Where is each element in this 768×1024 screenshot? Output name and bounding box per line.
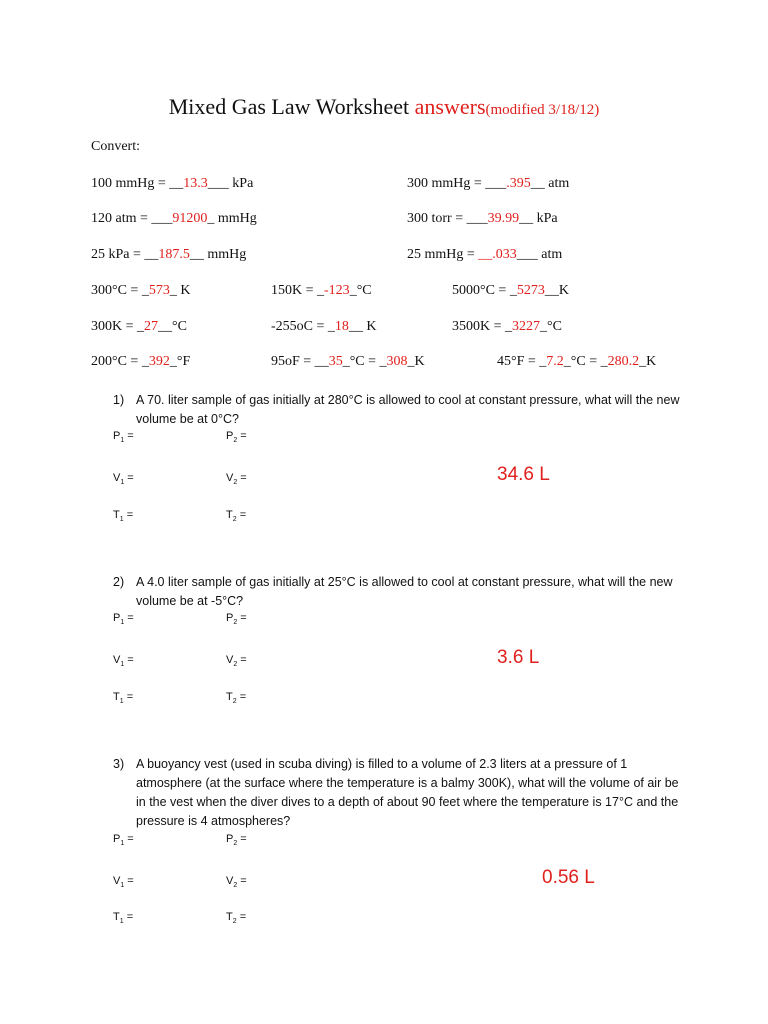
conversion-3500k: [452, 319, 562, 335]
conversion-200c: [91, 354, 190, 370]
conversion-answer: 13.3: [183, 176, 208, 191]
conversion-100mmhg: [91, 176, 253, 192]
t2-label: $T_2$ =: [226, 691, 247, 706]
v1-label: $V_1$ =: [113, 875, 134, 890]
conversion-300mmhg: [407, 176, 569, 192]
conversion-unit: _°C: [540, 319, 562, 334]
conversion-150k: [271, 283, 372, 299]
conversion-answer: 35: [328, 354, 343, 369]
conversion-unit: _°F: [169, 354, 191, 369]
conversion-prompt: 150K = _: [271, 283, 325, 298]
conversion-prompt: -255oC = _: [271, 319, 335, 334]
conversion-prompt: 5000°C = _: [452, 283, 517, 298]
conversion-answer: 39.99: [487, 211, 520, 226]
conversion-answer: 5273: [516, 283, 545, 298]
conversion-unit: __K: [544, 283, 569, 298]
p2-label: $P_2$ =: [226, 833, 247, 848]
v2-label: $V_2$ =: [226, 654, 247, 669]
t1-label: $T_1$ =: [113, 691, 134, 706]
conversion-unit: __°C: [158, 319, 187, 334]
conversion-unit: __ atm: [530, 176, 570, 191]
v1-label: $V_1$ =: [113, 472, 134, 487]
conversion-minus255c: [271, 319, 377, 335]
conversion-answer: 392: [148, 354, 170, 369]
conversion-prompt: 45°F = _: [497, 354, 547, 369]
conversion-5000c: [452, 283, 569, 299]
conversion-unit: _ mmHg: [207, 211, 257, 226]
conversion-prompt: 95oF = __: [271, 354, 329, 369]
conversion-45f: [497, 354, 656, 370]
conversion-prompt: 300K = _: [91, 319, 145, 334]
answer-3: 0.56 L: [542, 867, 595, 888]
page-title: [0, 94, 768, 120]
conversion-answer: -123: [324, 283, 350, 298]
conversion-prompt: 200°C = _: [91, 354, 149, 369]
convert-label: Convert:: [91, 139, 140, 154]
p2-label: $P_2$ =: [226, 430, 247, 445]
t2-label: $T_2$ =: [226, 509, 247, 524]
conversion-prompt: 120 atm = ___: [91, 211, 173, 226]
conversion-prompt: 3500K = _: [452, 319, 513, 334]
conversion-prompt: 300 torr = ___: [407, 211, 488, 226]
title-main: Mixed Gas Law Worksheet: [168, 94, 415, 119]
v2-label: $V_2$ =: [226, 875, 247, 890]
v2-label: $V_2$ =: [226, 472, 247, 487]
conversion-unit: __ mmHg: [189, 247, 247, 262]
conversion-unit: __ K: [348, 319, 377, 334]
conversion-answer: 187.5: [158, 247, 190, 262]
question-number: 3): [113, 757, 125, 771]
answer-2: 3.6 L: [497, 647, 540, 668]
conversion-unit: _K: [639, 354, 657, 369]
conversion-unit: _°C = _: [563, 354, 608, 369]
conversion-unit: _ K: [169, 283, 191, 298]
conversion-answer: 91200: [172, 211, 208, 226]
conversion-answer: 280.2: [607, 354, 640, 369]
conversion-answer: 3227: [512, 319, 541, 334]
conversion-answer: 573: [148, 283, 170, 298]
t2-label: $T_2$ =: [226, 911, 247, 926]
conversion-answer: .395: [506, 176, 531, 191]
conversion-unit: _K: [407, 354, 425, 369]
conversion-95f: [271, 354, 425, 370]
question-text: A 70. liter sample of gas initially at 280°C is allowed to cool at constant pressure, what will the new volume be at 0°C?: [136, 393, 680, 426]
p1-label: $P_1$ =: [113, 430, 134, 445]
v1-label: $V_1$ =: [113, 654, 134, 669]
conversion-prompt: 300 mmHg = ___: [407, 176, 507, 191]
t1-label: $T_1$ =: [113, 509, 134, 524]
conversion-unit: _°C = _: [342, 354, 387, 369]
title-answers: answers: [414, 94, 486, 119]
answer-1: 34.6 L: [497, 464, 550, 485]
title-modified: (modified 3/18/12): [485, 102, 600, 118]
conversion-300k: [91, 319, 187, 335]
question-text: A 4.0 liter sample of gas initially at 25°C is allowed to cool at constant pressure, what will the new volume be at -5°C?: [136, 575, 673, 608]
conversion-prompt: 100 mmHg = __: [91, 176, 184, 191]
conversion-unit: __ kPa: [519, 211, 558, 226]
question-number: 1): [113, 393, 125, 407]
conversion-120atm: [91, 211, 257, 227]
conversion-300c: [91, 283, 190, 299]
conversion-answer: 308: [386, 354, 408, 369]
conversion-unit: ___ kPa: [207, 176, 254, 191]
conversion-prompt: 25 kPa = __: [91, 247, 159, 262]
conversion-300torr: [407, 211, 558, 227]
conversion-25mmhg: [407, 247, 562, 263]
conversion-unit: _°C: [349, 283, 372, 298]
p2-label: $P_2$ =: [226, 612, 247, 627]
conversion-prompt: 25 mmHg =: [407, 247, 479, 262]
conversion-answer: 18: [334, 319, 349, 334]
conversion-25kpa: [91, 247, 246, 263]
conversion-unit: ___ atm: [516, 247, 563, 262]
t1-label: $T_1$ =: [113, 911, 134, 926]
p1-label: $P_1$ =: [113, 612, 134, 627]
p1-label: $P_1$ =: [113, 833, 134, 848]
conversion-answer: 7.2: [546, 354, 564, 369]
conversion-answer: __.033: [478, 247, 517, 262]
conversion-answer: 27: [144, 319, 159, 334]
question-text: A buoyancy vest (used in scuba diving) is filled to a volume of 2.3 liters at a pressure of 1 atmosphere (at the surface where the temperature is a balmy 300K), what will the volume of air be in the vest when the diver dives to a depth of about 90 feet where the temperature is 17°C and the pressure is 4 atmospheres?: [136, 757, 679, 828]
question-number: 2): [113, 575, 125, 589]
conversion-prompt: 300°C = _: [91, 283, 149, 298]
